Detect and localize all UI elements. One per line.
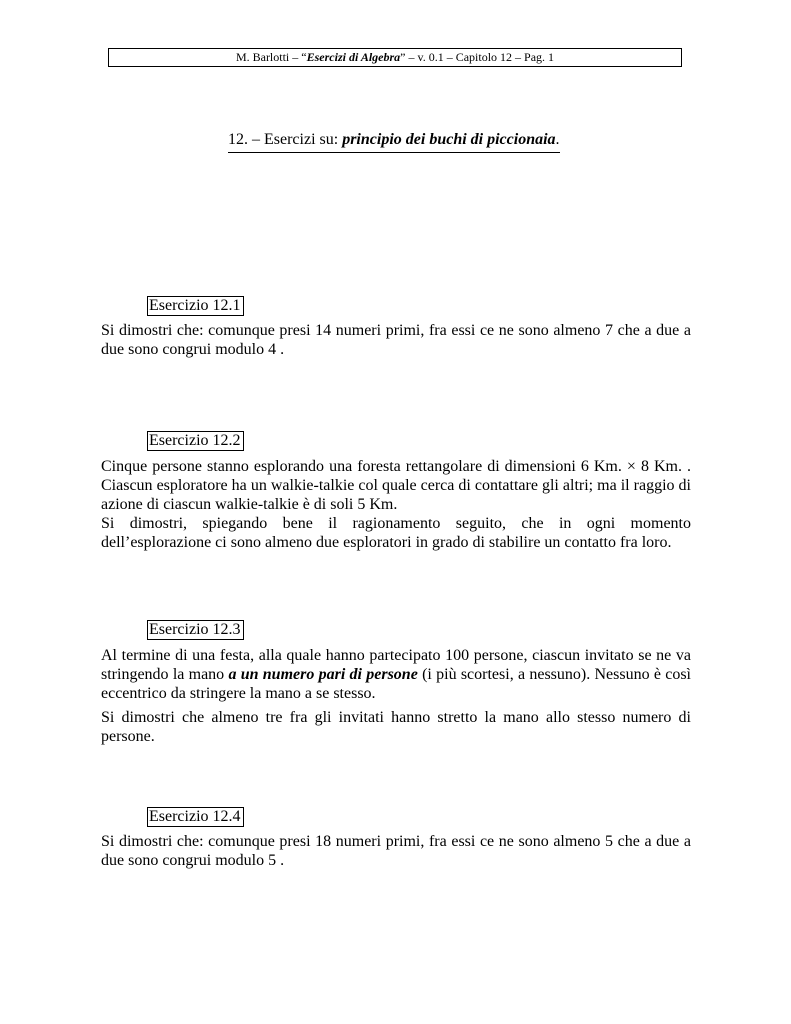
exercise-text-12-4 (101, 832, 691, 870)
exercise-text-12-1 (101, 321, 691, 359)
chapter-suffix: . (555, 131, 560, 148)
exercise-text-part: Al termine di una festa, alla quale hanno partecipato 100 persone, ciascun invitato se ne va stringendo la mano (101, 647, 691, 683)
exercise-label-12-3: Esercizio 12.3 (147, 620, 244, 640)
exercise-label-12-4: Esercizio 12.4 (147, 807, 244, 827)
exercise-paragraph: Cinque persone stanno esplorando una foresta rettangolare di dimensioni 6 Km. × 8 Km. . Ciascun esploratore ha un walkie-talkie col quale cerca di contattare gli altri; ma il raggio di azione di ciascun walkie-talkie è di soli 5 Km. (101, 458, 691, 513)
exercise-paragraph (101, 646, 691, 703)
chapter-title (228, 130, 560, 153)
exercise-paragraph: Si dimostri che: comunque presi 14 numeri primi, fra essi ce ne sono almeno 7 che a due a due sono congrui modulo 4 . (101, 322, 691, 358)
exercise-paragraph: Si dimostri che: comunque presi 18 numeri primi, fra essi ce ne sono almeno 5 che a due a due sono congrui modulo 5 . (101, 833, 691, 869)
exercise-text-part: (i più scortesi, a nessuno). Nessuno è così eccentrico da stringere la mano a se stesso. (101, 666, 691, 702)
exercise-label-12-1: Esercizio 12.1 (147, 296, 244, 316)
chapter-prefix: 12. – Esercizi su: (228, 131, 343, 148)
header-page-info: ” – v. 0.1 – Capitolo 12 – Pag. 1 (400, 50, 555, 64)
exercise-label-12-2: Esercizio 12.2 (147, 431, 244, 451)
exercise-paragraph: Si dimostri che almeno tre fra gli invitati hanno stretto la mano allo stesso numero di persone. (101, 709, 691, 745)
chapter-topic: principio dei buchi di piccionaia (342, 131, 556, 148)
exercise-emphasis: a un numero pari di persone (228, 666, 418, 683)
exercise-paragraph: Si dimostri, spiegando bene il ragionamento seguito, che in ogni momento dell’esplorazione ci sono almeno due esploratori in grado di stabilire un contatto fra loro. (101, 515, 691, 551)
exercise-text-12-2 (101, 457, 691, 552)
header-author: M. Barlotti – “ (235, 50, 307, 64)
running-header (108, 48, 682, 67)
exercise-text-12-3 (101, 646, 691, 746)
header-book-title: Esercizi di Algebra (306, 50, 401, 64)
